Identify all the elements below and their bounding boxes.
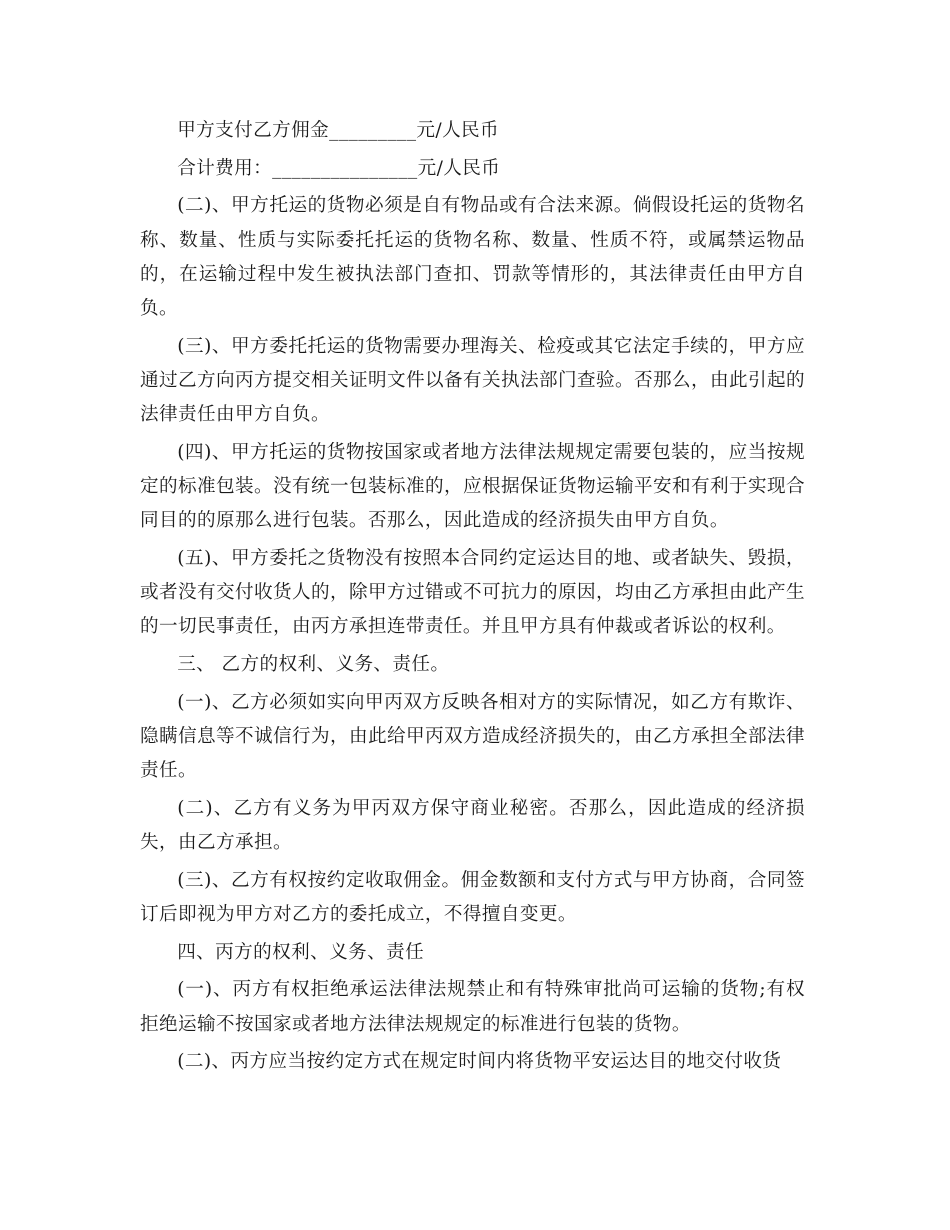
section-heading-party-c: 四、丙方的权利、义务、责任	[177, 941, 425, 963]
commission-line: 甲方支付乙方佣金_________元/人民币	[177, 120, 500, 141]
document-body	[140, 114, 805, 1083]
clause-party-a-2: (二)、甲方托运的货物必须是自有物品或有合法来源。倘假设托运的货物名称、数量、性质与实际委托托运的货物名称、数量、性质不符，或属禁运物品的，在运输过程中发生被执法部门查扣、罚款等情形的，其法律责任由甲方自负。	[140, 195, 805, 320]
clause-party-a-3: (三)、甲方委托托运的货物需要办理海关、检疫或其它法定手续的，甲方应通过乙方向丙方提交相关证明文件以备有关执法部门查验。否那么，由此引起的法律责任由甲方自负。	[140, 335, 805, 426]
clause-party-a-5: (五)、甲方委托之货物没有按照本合同约定运达目的地、或者缺失、毁损，或者没有交付收货人的，除甲方过错或不可抗力的原因，均由乙方承担由此产生的一切民事责任，由丙方承担连带责任。并且甲方具有仲裁或者诉讼的权利。	[140, 547, 805, 638]
clause-party-b-2: (二)、乙方有义务为甲丙双方保守商业秘密。否那么，因此造成的经济损失，由乙方承担。	[140, 797, 805, 854]
total-cost-line: 合计费用：_______________元/人民币	[177, 157, 501, 179]
clause-party-c-2: (二)、丙方应当按约定方式在规定时间内将货物平安运达目的地交付收货	[177, 1051, 782, 1073]
section-heading-party-b: 三、 乙方的权利、义务、责任。	[177, 654, 450, 676]
clause-party-a-4: (四)、甲方托运的货物按国家或者地方法律法规规定需要包装的，应当按规定的标准包装。没有统一包装标准的，应根据保证货物运输平安和有利于实现合同目的的原那么进行包装。否那么，因此造成的经济损失由甲方自负。	[140, 441, 805, 532]
clause-party-c-1: (一)、丙方有权拒绝承运法律法规禁止和有特殊审批尚可运输的货物;有权拒绝运输不按国家或者地方法律法规规定的标准进行包装的货物。	[140, 979, 805, 1035]
clause-party-b-3: (三)、乙方有权按约定收取佣金。佣金数额和支付方式与甲方协商，合同签订后即视为甲方对乙方的委托成立，不得擅自变更。	[140, 869, 805, 925]
clause-party-b-1: (一)、乙方必须如实向甲丙双方反映各相对方的实际情况，如乙方有欺诈、隐瞒信息等不诚信行为，由此给甲丙双方造成经济损失的，由乙方承担全部法律责任。	[140, 691, 805, 782]
